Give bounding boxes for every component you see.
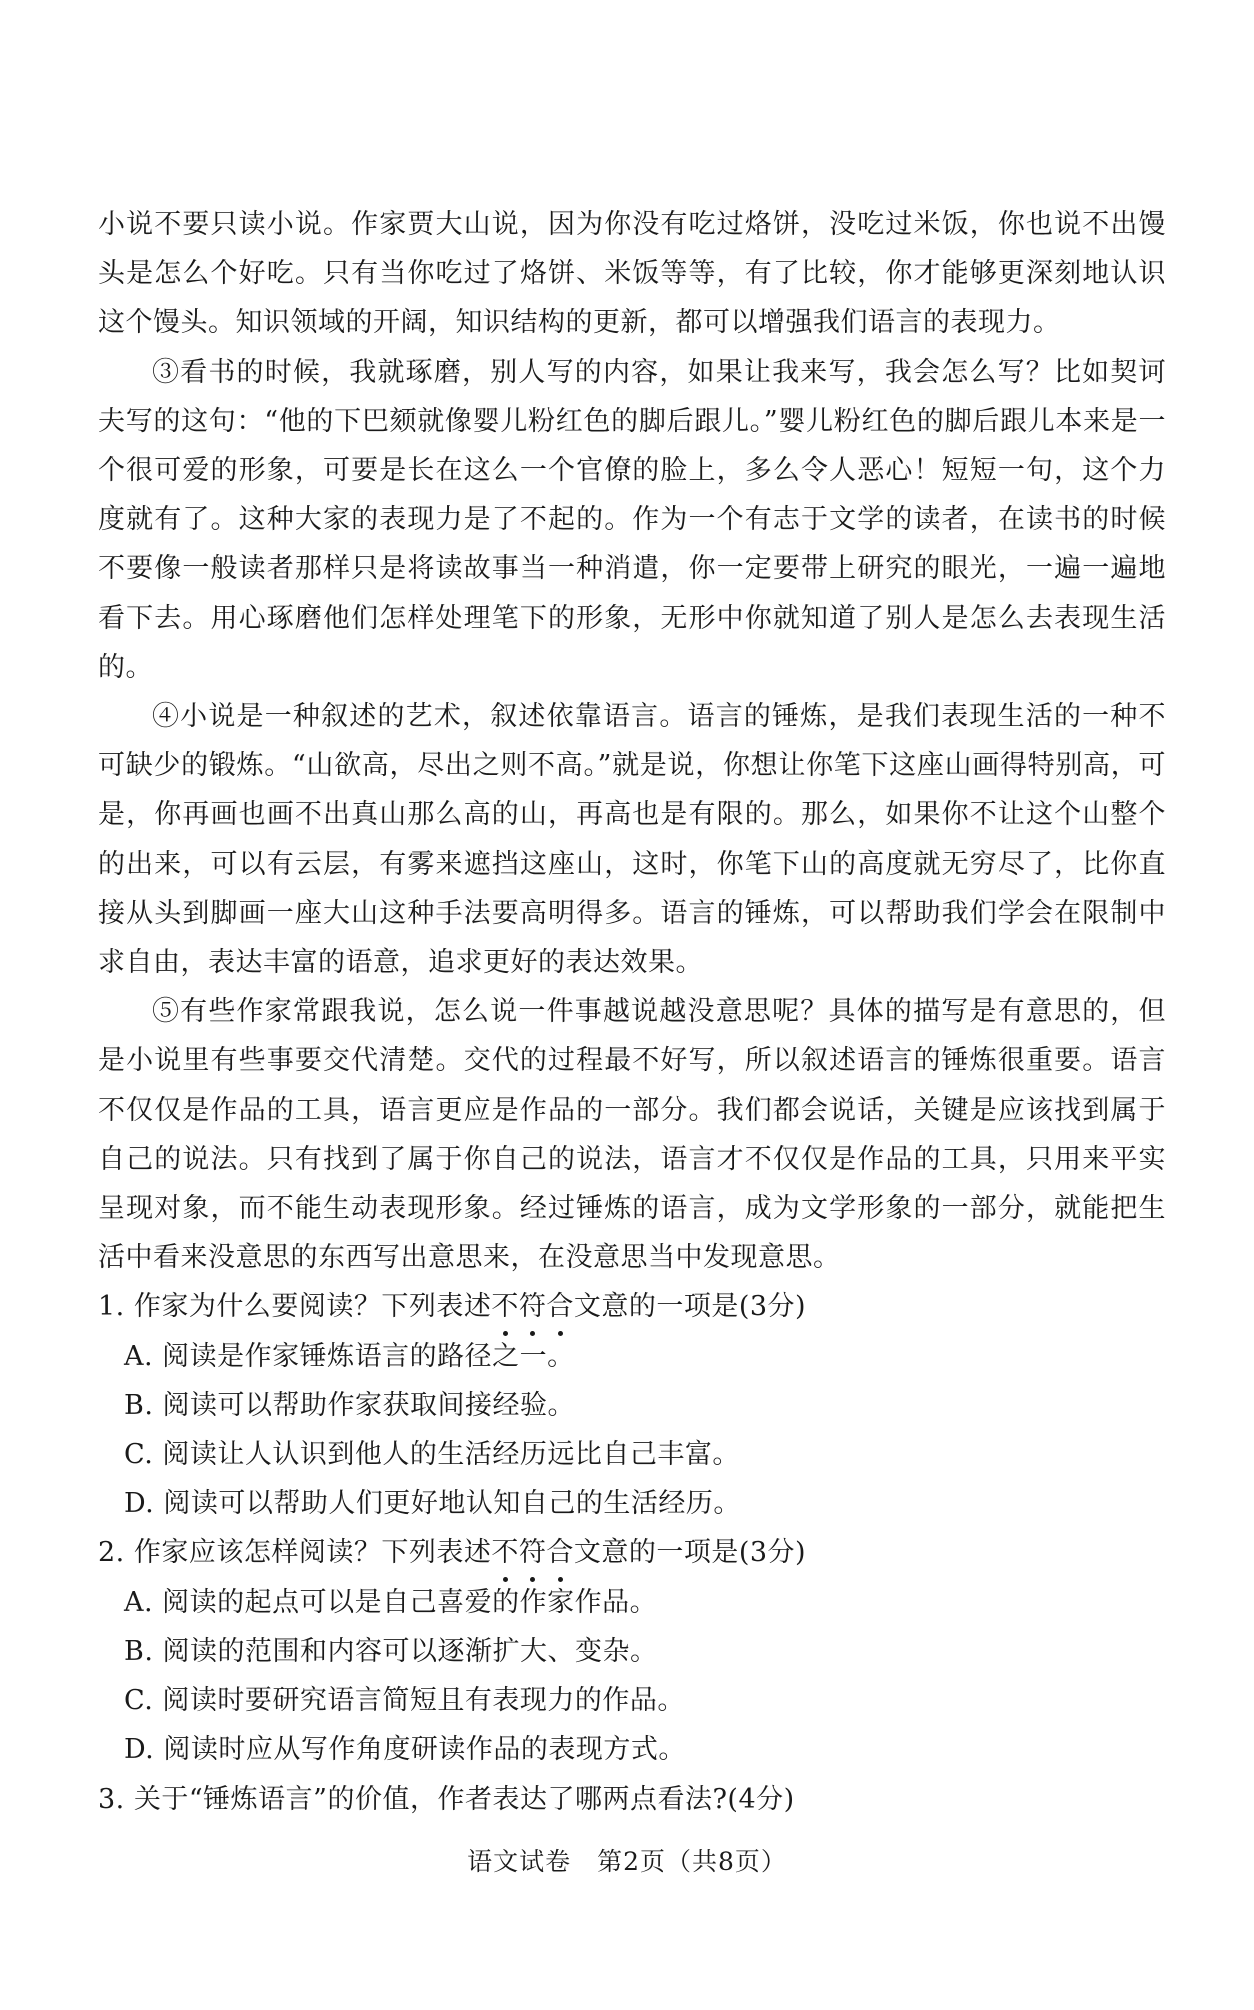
question-1-suffix: 文意的一项是(3分) [573,1291,807,1323]
question-2-prefix: 2. 作家应该怎样阅读？下列表述 [98,1537,492,1569]
question-1-option-c: C. 阅读让人认识到他人的生活经历远比自己丰富。 [124,1439,740,1471]
emphasis-char: 不 [491,1528,519,1577]
question-2 [98,1528,1166,1774]
question-2-option-d: D. 阅读时应从写作角度研读作品的表现方式。 [124,1734,686,1766]
question-2-suffix: 文意的一项是(3分) [573,1537,807,1569]
question-2-option-a: A. 阅读的起点可以是自己喜爱的作家作品。 [124,1586,658,1618]
question-1-stem [98,1282,1166,1331]
question-2-option-c: C. 阅读时要研究语言简短且有表现力的作品。 [124,1685,685,1717]
emphasis-char: 合 [546,1528,574,1577]
passage-paragraph-5: ⑤有些作家常跟我说，怎么说一件事越说越没意思呢？具体的描写是有意思的，但是小说里有些事要交代清楚。交代的过程最不好写，所以叙述语言的锤炼很重要。语言不仅仅是作品的工具，语言更应是作品的一部分。我们都会说话，关键是应该找到属于自己的说法。只有找到了属于你自己的说法，语言才不仅仅是作品的工具，只用来平实呈现对象，而不能生动表现形象。经过锤炼的语言，成为文学形象的一部分，就能把生活中看来没意思的东西写出意思来，在没意思当中发现意思。 [98,996,1166,1274]
question-2-option-b: B. 阅读的范围和内容可以逐渐扩大、变杂。 [124,1635,658,1667]
emphasis-char: 不 [491,1282,519,1331]
emphasis-char: 合 [546,1282,574,1331]
question-1 [98,1282,1166,1528]
question-3 [98,1775,1166,1824]
passage-paragraph-4: ④小说是一种叙述的艺术，叙述依靠语言。语言的锤炼，是我们表现生活的一种不可缺少的锻炼。“山欲高，尽出之则不高。”就是说，你想让你笔下这座山画得特别高，可是，你再画也画不出真山那么高的山，再高也是有限的。那么，如果你不让这个山整个的出来，可以有云层，有雾来遮挡这座山，这时，你笔下山的高度就无穷尽了，比你直接从头到脚画一座大山这种手法要高明得多。语言的锤炼，可以帮助我们学会在限制中求自由，表达丰富的语意，追求更好的表达效果。 [98,701,1166,979]
question-1-prefix: 1. 作家为什么要阅读？下列表述 [98,1291,492,1323]
question-3-stem: 3. 关于“锤炼语言”的价值，作者表达了哪两点看法?(4分) [98,1783,795,1815]
question-1-option-a: A. 阅读是作家锤炼语言的路径之一。 [124,1340,575,1372]
question-1-option-b: B. 阅读可以帮助作家获取间接经验。 [124,1389,576,1421]
passage-paragraph-continued: 小说不要只读小说。作家贾大山说，因为你没有吃过烙饼，没吃过米饭，你也说不出馒头是怎么个好吃。只有当你吃过了烙饼、米饭等等，有了比较，你才能够更深刻地认识这个馒头。知识领域的开阔，知识结构的更新，都可以增强我们语言的表现力。 [98,209,1166,339]
question-2-stem [98,1528,1166,1577]
question-1-option-d: D. 阅读可以帮助人们更好地认知自己的生活经历。 [124,1488,741,1520]
page-content [98,200,1166,1824]
emphasis-char: 符 [519,1282,547,1331]
emphasis-char: 符 [519,1528,547,1577]
page-footer: 语文试卷 第2页（共8页） [467,1847,787,1876]
passage-paragraph-3: ③看书的时候，我就琢磨，别人写的内容，如果让我来写，我会怎么写？比如契诃夫写的这句：“他的下巴颏就像婴儿粉红色的脚后跟儿。”婴儿粉红色的脚后跟儿本来是一个很可爱的形象，可要是长在这么一个官僚的脸上，多么令人恶心！短短一句，这个力度就有了。这种大家的表现力是了不起的。作为一个有志于文学的读者，在读书的时候不要像一般读者那样只是将读故事当一种消遣，你一定要带上研究的眼光，一遍一遍地看下去。用心琢磨他们怎样处理笔下的形象，无形中你就知道了别人是怎么去表现生活的。 [98,356,1166,683]
